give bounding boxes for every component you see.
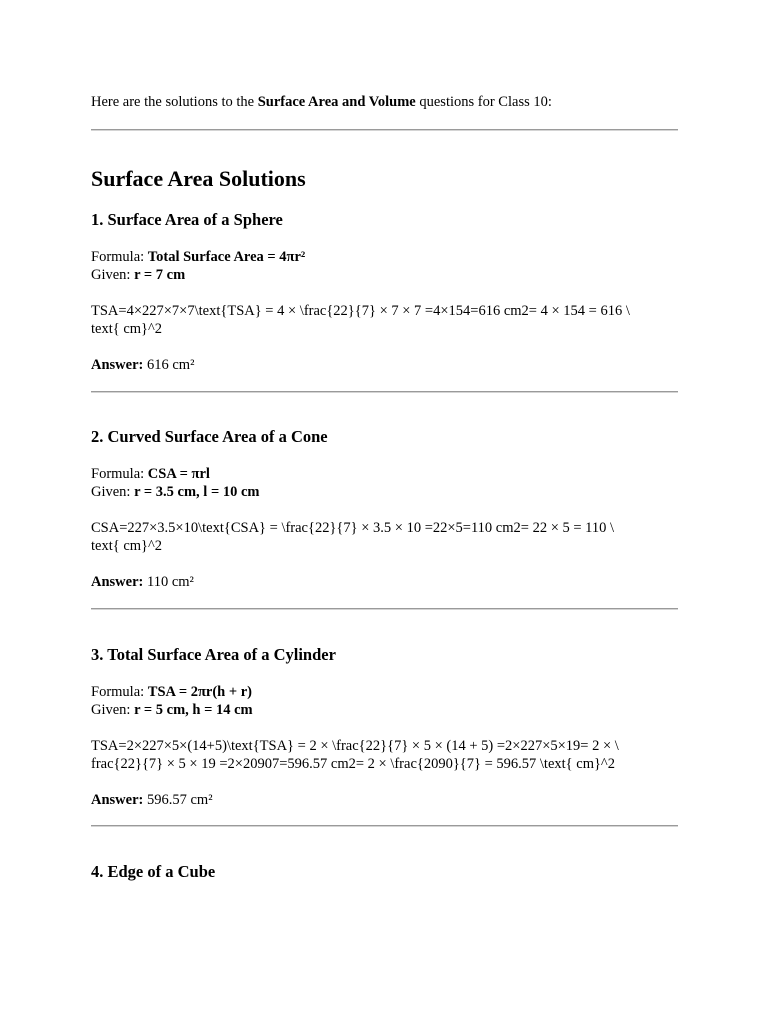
problem-1-calculation-line-1: TSA=4×227×7×7\text{TSA} = 4 × \frac{22}{7} × 7 × 7 =4×154=616 cm2= 4 × 154 = 616 \ <box>91 303 630 319</box>
problem-3-formula <box>91 683 252 701</box>
problem-1-heading: 1. Surface Area of a Sphere <box>91 210 283 229</box>
answer-label: Answer: <box>91 792 144 808</box>
problem-1-calculation-line-2: text{ cm}^2 <box>91 321 163 337</box>
section-title: Surface Area Solutions <box>91 166 306 191</box>
formula-value: CSA = πrl <box>147 466 210 482</box>
intro-text-suffix: questions for Class 10: <box>415 94 552 110</box>
problem-2-heading: 2. Curved Surface Area of a Cone <box>91 427 328 446</box>
problem-3-calculation-line-1: TSA=2×227×5×(14+5)\text{TSA} = 2 × \frac{22}{7} × 5 × (14 + 5) =2×227×5×19= 2 × \ <box>91 738 619 754</box>
given-label: Given: <box>91 267 135 283</box>
problem-2-given <box>91 483 259 501</box>
horizontal-divider <box>91 825 678 827</box>
problem-2-formula <box>91 465 210 483</box>
formula-label: Formula: <box>91 684 148 700</box>
intro-bold-topic: Surface Area and Volume <box>257 94 416 110</box>
problem-3-heading: 3. Total Surface Area of a Cylinder <box>91 645 336 664</box>
problem-2-calculation-line-1: CSA=227×3.5×10\text{CSA} = \frac{22}{7} × 3.5 × 10 =22×5=110 cm2= 22 × 5 = 110 \ <box>91 520 615 536</box>
problem-1-given <box>91 266 185 284</box>
problem-2-calculation-line-2: text{ cm}^2 <box>91 538 163 554</box>
horizontal-divider <box>91 129 678 131</box>
answer-value: 110 cm² <box>143 574 194 590</box>
formula-value: TSA = 2πr(h + r) <box>147 684 253 700</box>
given-label: Given: <box>91 702 135 718</box>
intro-paragraph <box>91 94 552 111</box>
problem-3-given <box>91 701 253 719</box>
formula-label: Formula: <box>91 249 148 265</box>
answer-value: 616 cm² <box>143 357 195 373</box>
formula-value: Total Surface Area = 4πr² <box>147 249 306 265</box>
problem-2-answer <box>91 573 194 591</box>
given-value: r = 5 cm, h = 14 cm <box>134 702 253 718</box>
answer-value: 596.57 cm² <box>143 792 213 808</box>
problem-1-formula <box>91 248 305 266</box>
given-label: Given: <box>91 484 135 500</box>
formula-label: Formula: <box>91 466 148 482</box>
problem-3-calculation-line-2: frac{22}{7} × 5 × 19 =2×20907=596.57 cm2= 2 × \frac{2090}{7} = 596.57 \text{ cm}^2 <box>91 756 615 772</box>
given-value: r = 7 cm <box>134 267 186 283</box>
given-value: r = 3.5 cm, l = 10 cm <box>134 484 260 500</box>
problem-1-answer <box>91 356 194 374</box>
answer-label: Answer: <box>91 574 144 590</box>
problem-3-answer <box>91 791 213 809</box>
answer-label: Answer: <box>91 357 144 373</box>
horizontal-divider <box>91 608 678 610</box>
horizontal-divider <box>91 391 678 393</box>
problem-4-heading: 4. Edge of a Cube <box>91 862 216 881</box>
intro-text: Here are the solutions to the <box>91 94 258 110</box>
